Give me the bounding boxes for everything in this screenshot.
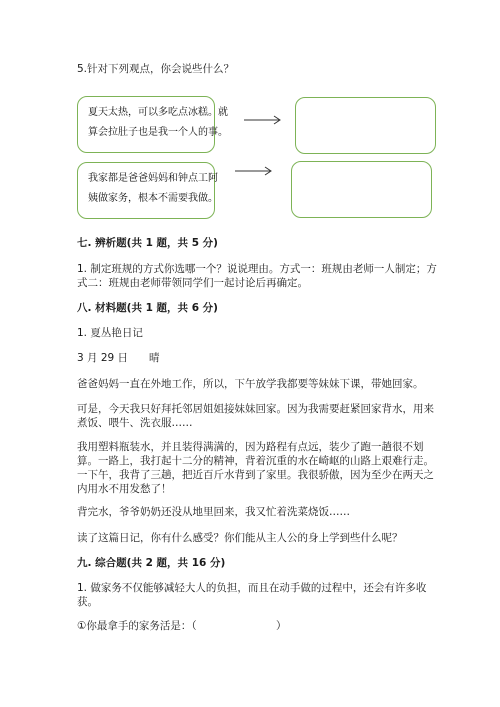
opinion-box-1-line-1: 夏天太热，可以多吃点冰糕。就 [88, 107, 228, 118]
opinion-box-1 [77, 96, 228, 153]
arrow-right-icon [243, 115, 283, 125]
diary-weather: 晴 [149, 352, 160, 364]
arrow-right-icon [234, 166, 274, 176]
opinion-box-2 [77, 162, 218, 219]
opinion-box-2-line-2: 姨做家务，根本不需要我做。 [88, 193, 218, 204]
diary-title: 1. 夏丛艳日记 [77, 327, 143, 339]
answer-box-1[interactable] [295, 97, 436, 154]
diary-paragraph-3-line-3: 一下午，我背了三趟，把近百斤水背到了家里。我很骄傲，因为至少在两天之 [77, 469, 434, 481]
sub-question-1-answer-blank[interactable] [218, 619, 276, 633]
diary-question: 读了这篇日记，你有什么感受？你们能从主人公的身上学到些什么呢？ [77, 532, 403, 544]
section-7-line-1: 1. 制定班规的方式你选哪一个？说说理由。方式一：班规由老师一人制定；方 [77, 263, 437, 275]
sub-question-1-label: ①你最拿手的家务活是：（ [77, 620, 197, 632]
diary-paragraph-3-line-4: 内用水不用发愁了！ [77, 483, 172, 495]
diary-paragraph-2-line-1: 可是，今天我只好拜托邻居姐姐接妹妹回家。因为我需要赶紧回家背水，用来 [77, 403, 434, 415]
opinion-box-1-line-2: 算会拉肚子也是我一个人的事。 [88, 127, 228, 138]
section-9-line-2: 获。 [77, 596, 98, 608]
section-7-line-2: 式二：班规由老师带领同学们一起讨论后再确定。 [77, 277, 308, 289]
diary-paragraph-4: 背完水，爷爷奶奶还没从地里回来，我又忙着洗菜烧饭…… [77, 506, 350, 518]
diary-paragraph-2-line-2: 煮饭、喂牛、洗衣服…… [77, 417, 193, 429]
section-7-heading: 七. 辨析题(共 1 题，共 5 分) [77, 237, 218, 249]
section-8-heading: 八. 材料题(共 1 题，共 6 分) [77, 302, 218, 314]
sub-question-1-close: ） [276, 620, 287, 632]
diary-paragraph-3-line-2: 算。一路上，我打起十二分的精神，背着沉重的水在崎岖的山路上艰难行走。 [77, 455, 434, 467]
diary-date: 3 月 29 日 [77, 352, 129, 364]
answer-box-2[interactable] [291, 161, 432, 218]
opinion-box-2-line-1: 我家都是爸爸妈妈和钟点工阿 [88, 173, 218, 184]
diary-paragraph-3-line-1: 我用塑料瓶装水，并且装得满满的，因为路程有点远，装少了跑一趟很不划 [77, 441, 424, 453]
diary-paragraph-1: 爸爸妈妈一直在外地工作，所以，下午放学我都要等妹妹下课，带她回家。 [77, 378, 424, 390]
section-9-heading: 九. 综合题(共 2 题，共 16 分) [77, 557, 226, 569]
section-9-line-1: 1. 做家务不仅能够减轻大人的负担，而且在动手做的过程中，还会有许多收 [77, 582, 427, 594]
question-5-title: 5.针对下列观点，你会说些什么？ [77, 63, 235, 75]
